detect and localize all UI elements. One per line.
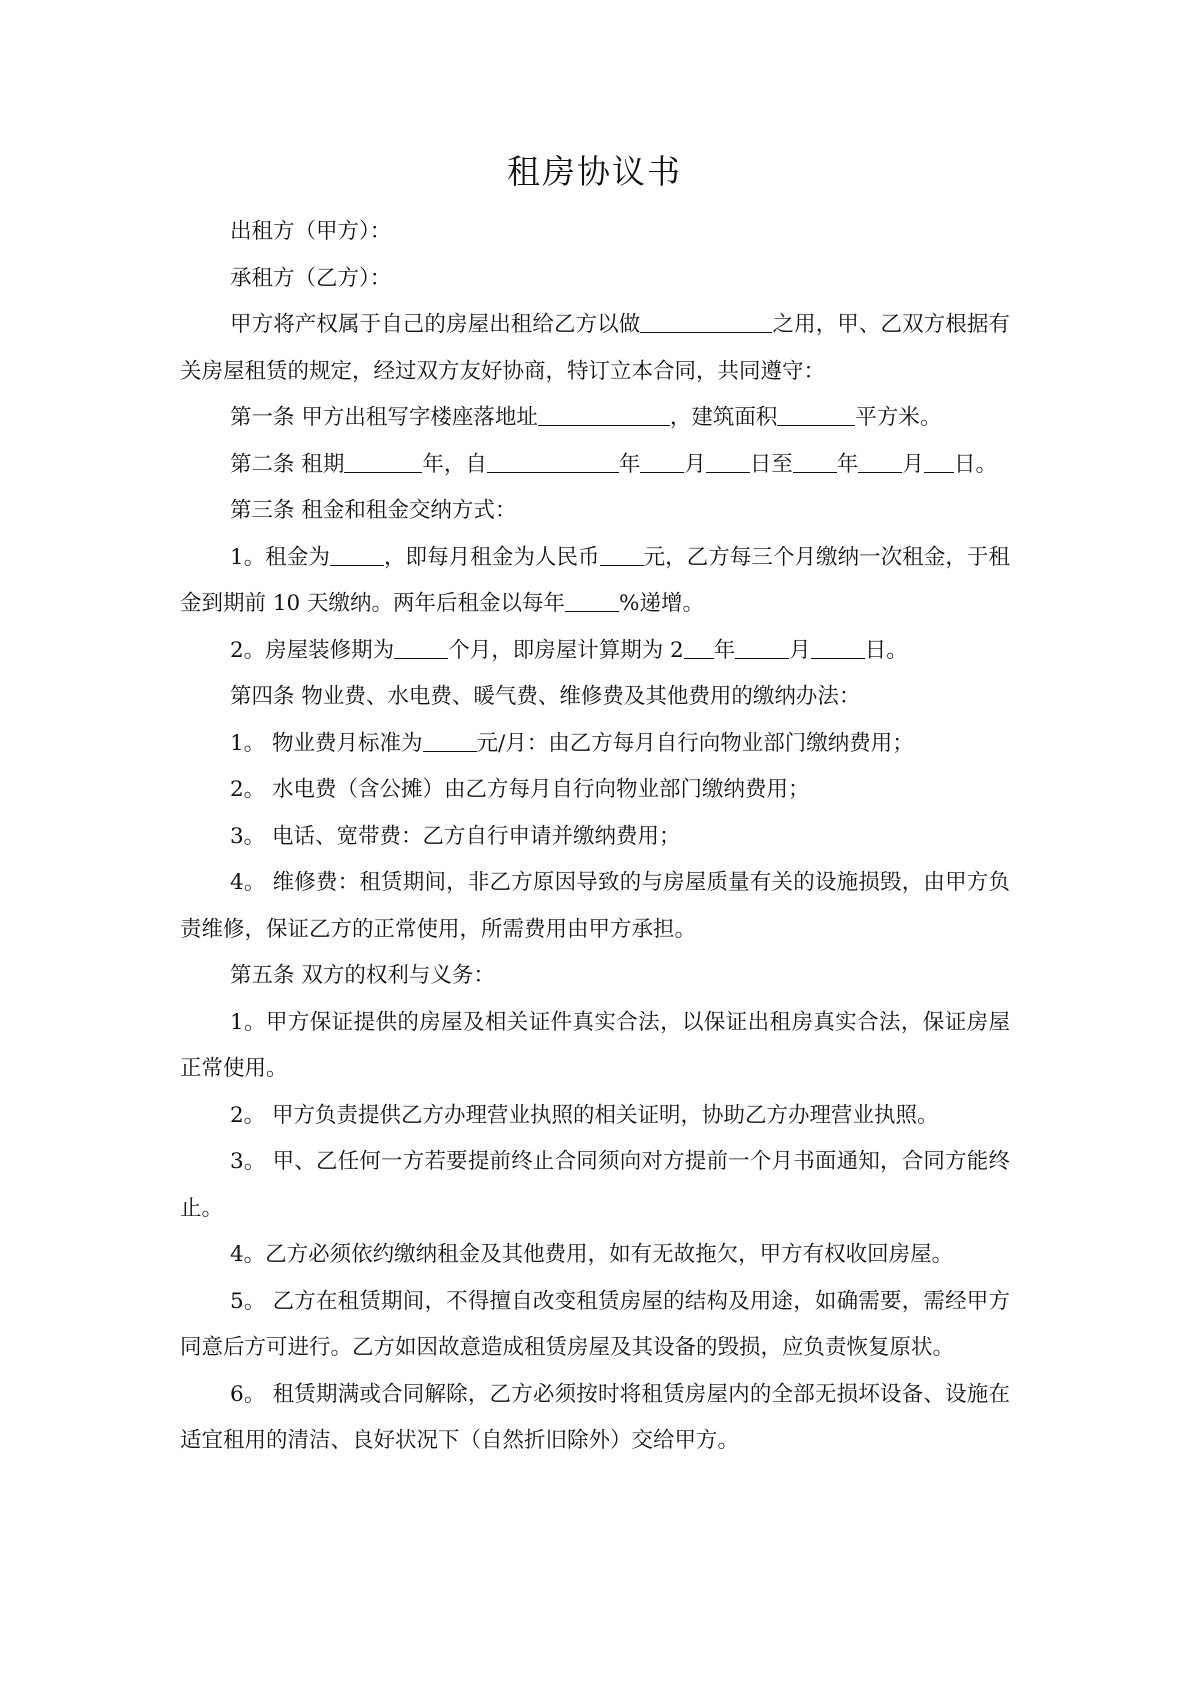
blank-end-year: [793, 448, 837, 473]
article-5-item-2: 2。 甲方负责提供乙方办理营业执照的相关证明，协助乙方办理营业执照。: [230, 1102, 939, 1128]
article-2-text-5: 日至: [749, 451, 793, 477]
article-4-item-1-text-2: 元/月：由乙方每月自行向物业部门缴纳费用；: [476, 730, 914, 756]
article-3-item-2-text-3: 年: [713, 637, 736, 663]
article-2-text-7: 月: [902, 451, 924, 477]
document-body: [180, 209, 1010, 1465]
article-2-text-3: 年: [618, 451, 641, 477]
blank-rent: [330, 541, 384, 566]
blank-address: [538, 401, 670, 426]
article-2-text-8: 日。: [953, 451, 997, 477]
article-3: 第三条 租金和租金交纳方式：: [230, 498, 517, 523]
blank-usage: [640, 308, 772, 333]
blank-end-day: [924, 448, 954, 473]
article-4-item-4: 4。 维修费：租赁期间，非乙方原因导致的与房屋质量有关的设施损毁，由甲方负责维修，保证乙方的正常使用，所需费用由甲方承担。: [180, 870, 1010, 942]
article-5-item-1: 1。甲方保证提供的房屋及相关证件真实合法，以保证出租房真实合法，保证房屋正常使用。: [180, 1009, 1010, 1081]
party-b-line: 承租方（乙方）：: [230, 265, 392, 291]
blank-start-month: [640, 448, 684, 473]
blank-calc-month: [735, 634, 789, 659]
article-1-text-2: ，建筑面积: [669, 405, 778, 430]
article-5-item-5: 5。 乙方在租赁期间，不得擅自改变租赁房屋的结构及用途，如确需要，需经甲方同意后方可进行。乙方如因故意造成租赁房屋及其设备的毁损，应负责恢复原状。: [180, 1288, 1010, 1360]
article-2: [180, 442, 1010, 489]
article-2-text-1: 第二条 租期: [230, 451, 345, 477]
blank-increase-rate: [565, 587, 619, 612]
blank-term-years: [344, 448, 422, 473]
article-5-item-3: 3。 甲、乙任何一方若要提前终止合同须向对方提前一个月书面通知，合同方能终止。: [180, 1149, 1010, 1221]
article-3-item-2-text-4: 月: [789, 637, 811, 663]
article-3-item-2-text-5: 日。: [864, 637, 908, 663]
blank-decoration-months: [394, 634, 448, 659]
article-5-item-4: 4。乙方必须依约缴纳租金及其他费用，如有无故拖欠，甲方有权收回房屋。: [230, 1242, 954, 1267]
article-3-item-2-text-2: 个月，即房屋计算期为 2: [448, 637, 684, 663]
article-4-item-1-text-1: 1。 物业费月标准为: [230, 730, 423, 756]
article-5: 第五条 双方的权利与义务：: [230, 963, 495, 988]
article-3-item-1-text-3: 元，乙方每三个月缴纳一次租金，于租金到期前 10 天缴纳。两年后租金以每年: [180, 544, 1010, 616]
article-1-text-1: 第一条 甲方出租写字楼座落地址: [230, 405, 538, 430]
blank-end-month: [858, 448, 902, 473]
article-4-item-1: [180, 721, 1010, 768]
blank-monthly-rent: [600, 541, 644, 566]
document-title: 租房协议书: [507, 152, 682, 191]
article-4: 第四条 物业费、水电费、暖气费、维修费及其他费用的缴纳办法：: [230, 684, 861, 709]
intro-text-1: 甲方将产权属于自己的房屋出租给乙方以做: [230, 312, 641, 337]
blank-calc-day: [811, 634, 865, 659]
blank-start-day: [706, 448, 750, 473]
intro-paragraph: [180, 302, 1010, 395]
blank-area: [777, 401, 855, 426]
article-2-text-2: 年，自: [422, 451, 487, 477]
article-3-item-2-text-1: 2。房屋装修期为: [230, 637, 395, 663]
blank-calc-year: [684, 634, 714, 659]
article-2-text-4: 月: [684, 451, 706, 477]
article-4-item-2: 2。 水电费（含公摊）由乙方每月自行向物业部门缴纳费用；: [230, 777, 810, 802]
intro-text-2: 之用，甲、乙双方根据有关房屋租赁的规定，经过双方友好协商，特订立本合同，共同遵守：: [180, 312, 1010, 384]
article-3-item-1-text-4: %递增。: [619, 591, 704, 616]
article-1: [180, 395, 1010, 442]
article-3-item-1-text-1: 1。租金为: [230, 544, 330, 570]
article-5-item-6: 6。 租赁期满或合同解除，乙方必须按时将租赁房屋内的全部无损坏设备、设施在适宜租用的清洁、良好状况下（自然折旧除外）交给甲方。: [180, 1381, 1010, 1453]
blank-property-fee: [423, 727, 477, 752]
article-3-item-1: [180, 535, 1010, 628]
article-3-item-1-text-2: ，即每月租金为人民币: [383, 544, 600, 570]
article-1-text-3: 平方米。: [855, 405, 942, 430]
article-3-item-2: [180, 628, 1010, 675]
article-2-text-6: 年: [836, 451, 859, 477]
article-4-item-3: 3。 电话、宽带费：乙方自行申请并缴纳费用；: [230, 823, 681, 849]
party-a-line: 出租方（甲方）：: [230, 219, 392, 244]
blank-start-year: [487, 448, 619, 473]
